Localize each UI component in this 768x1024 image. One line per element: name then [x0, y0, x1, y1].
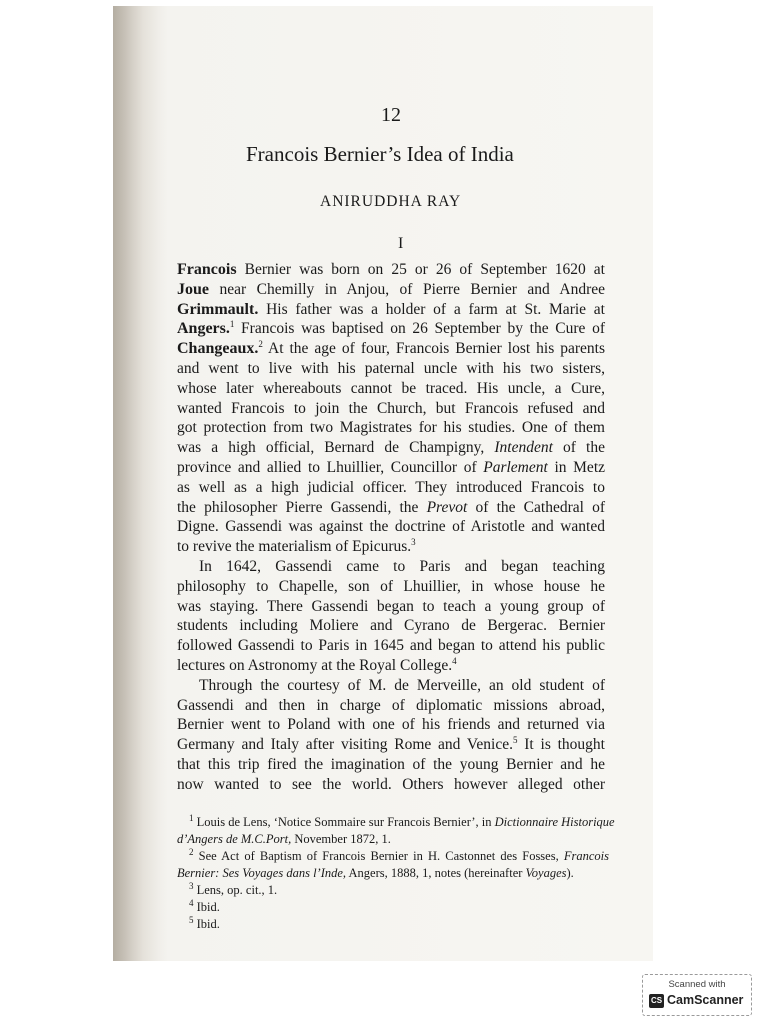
text-run: Ibid.: [193, 900, 220, 914]
text-run: Angers.: [177, 320, 230, 338]
footnote-line: [177, 899, 609, 916]
text-run: Parlement: [483, 458, 548, 476]
text-line: [177, 319, 605, 339]
text-line: [177, 557, 605, 577]
text-run: Bernier went to Poland with one of his friends and returned via: [177, 716, 605, 734]
text-run: as well as a high judicial officer. They introduced Francois to: [177, 478, 605, 496]
footnote-line: [177, 848, 609, 865]
text-line: [177, 735, 605, 755]
footnote-marker: 4: [189, 897, 194, 908]
text-run: whose later whereabouts cannot be traced. His uncle, a Cure,: [177, 379, 605, 397]
text-run: of the: [552, 439, 605, 457]
text-run: province and allied to Lhuillier, Councillor of: [177, 458, 484, 476]
text-run: Grimmault.: [177, 300, 259, 318]
text-line: [177, 339, 605, 359]
text-run: wanted Francois to join the Church, but Francois refused and: [177, 399, 605, 417]
text-run: ).: [566, 866, 574, 880]
footnote-marker: 4: [452, 655, 457, 666]
text-line: [177, 498, 605, 518]
footnote-line: [177, 916, 609, 933]
text-line: [177, 379, 605, 399]
text-line: [177, 715, 605, 735]
watermark-app-name: CamScanner: [667, 993, 744, 1007]
text-line: [177, 537, 605, 557]
text-run: that this trip fired the imagination of the young Bernier and he: [177, 755, 605, 773]
text-line: [177, 458, 605, 478]
text-run: November 1872, 1.: [291, 832, 391, 846]
text-line: [177, 775, 605, 795]
text-line: [177, 517, 605, 537]
text-run: Changeaux.: [177, 340, 259, 358]
text-line: [177, 755, 605, 775]
footnote-marker: 1: [229, 319, 235, 330]
text-line: [177, 696, 605, 716]
text-line: [177, 636, 605, 656]
text-line: [177, 399, 605, 419]
text-line: [177, 597, 605, 617]
text-run: Francois was baptised on 26 September by the Cure of: [234, 320, 605, 338]
text-run: Lens, op. cit., 1.: [193, 883, 278, 897]
text-run: At the age of four, Francois Bernier lost his parents: [262, 340, 605, 358]
text-line: [177, 280, 605, 300]
text-run: of the Cathedral of: [467, 498, 606, 516]
footnote-marker: 3: [411, 537, 416, 547]
text-run: was a high official, Bernard de Champigny,: [177, 439, 495, 457]
footnote-marker: 2: [189, 846, 194, 857]
text-run: to revive the materialism of Epicurus.: [177, 538, 412, 556]
text-run: Dictionnaire Historique: [494, 815, 615, 829]
text-run: near Chemilly in Anjou, of Pierre Bernier and Andree: [209, 280, 605, 298]
text-line: [177, 676, 605, 696]
text-run: got protection from two Magistrates for his studies. One of them: [177, 419, 605, 437]
footnote-line: [177, 812, 615, 831]
footnotes: [177, 812, 615, 933]
text-run: d’Angers de M.C.Port,: [177, 832, 292, 846]
section-numeral: I: [398, 235, 404, 252]
text-run: Digne. Gassendi was against the doctrine of Aristotle and wanted: [177, 518, 605, 536]
text-run: See Act of Baptism of Francois Bernier in H. Castonnet des Fosses,: [193, 849, 564, 863]
footnote-line: [177, 882, 609, 899]
text-run: Gassendi and then in charge of diplomatic missions abroad,: [177, 696, 605, 714]
text-run: followed Gassendi to Paris in 1645 and began to attend his public: [177, 637, 605, 655]
text-run: Bernier was born on 25 or 26 of September 1620 at: [236, 261, 605, 278]
text-run: In 1642, Gassendi came to Paris and began teaching: [199, 557, 605, 575]
text-run: Intendent: [494, 439, 553, 457]
text-run: His father was a holder of a farm at St. Marie at: [258, 300, 605, 318]
text-run: Bernier: Ses Voyages dans l’Inde,: [177, 866, 347, 880]
watermark-caption: Scanned with: [668, 979, 726, 990]
footnote-marker: 2: [258, 339, 263, 350]
footnote-line: [177, 831, 609, 848]
camscanner-watermark: [642, 974, 752, 1016]
text-run: Joue: [177, 280, 209, 298]
text-run: Through the courtesy of M. de Merveille, an old student of: [199, 676, 605, 694]
binding-shadow: [113, 6, 168, 961]
text-run: in Metz: [547, 458, 606, 476]
text-run: Francois: [563, 849, 609, 863]
scanned-page: [113, 6, 653, 961]
chapter-number: 12: [381, 104, 401, 126]
text-run: philosophy to Chapelle, son of Lhuillier, in whose house he: [177, 577, 605, 595]
text-run: and went to live with his paternal uncle with his two sisters,: [177, 359, 605, 377]
footnote-marker: 1: [189, 812, 194, 823]
footnote-marker: 5: [512, 734, 518, 745]
chapter-author: ANIRUDDHA RAY: [320, 193, 462, 210]
text-run: was staying. There Gassendi began to teach a young group of: [177, 597, 605, 615]
camscanner-logo-icon: CS: [649, 994, 664, 1008]
text-line: [177, 478, 605, 498]
text-line: [177, 260, 605, 280]
text-run: Louis de Lens, ‘Notice Sommaire sur Francois Bernier’, in: [193, 815, 495, 829]
text-line: [177, 418, 605, 438]
text-run: Angers, 1888, 1, notes (hereinafter: [346, 866, 526, 880]
text-run: Francois: [177, 261, 237, 278]
footnote-marker: 5: [189, 914, 194, 925]
chapter-title: Francois Bernier’s Idea of India: [246, 142, 514, 166]
text-run: Prevot: [426, 498, 468, 516]
text-run: lectures on Astronomy at the Royal College.: [177, 656, 453, 674]
footnote-line: [177, 865, 609, 882]
text-run: now wanted to see the world. Others however alleged other: [177, 775, 605, 793]
text-run: the philosopher Pierre Gassendi, the: [177, 498, 427, 516]
text-run: Voyages: [525, 866, 567, 880]
text-line: [177, 616, 605, 636]
text-line: [177, 438, 605, 458]
text-run: It is thought: [517, 736, 605, 754]
text-line: [177, 300, 605, 320]
text-run: Germany and Italy after visiting Rome and Venice.: [177, 736, 513, 754]
text-line: [177, 656, 605, 676]
text-line: [177, 359, 605, 379]
text-line: [177, 577, 605, 597]
text-run: Ibid.: [193, 917, 220, 931]
text-run: students including Moliere and Cyrano de Bergerac. Bernier: [177, 617, 605, 635]
body-text: [177, 260, 605, 795]
footnote-marker: 3: [189, 880, 194, 891]
